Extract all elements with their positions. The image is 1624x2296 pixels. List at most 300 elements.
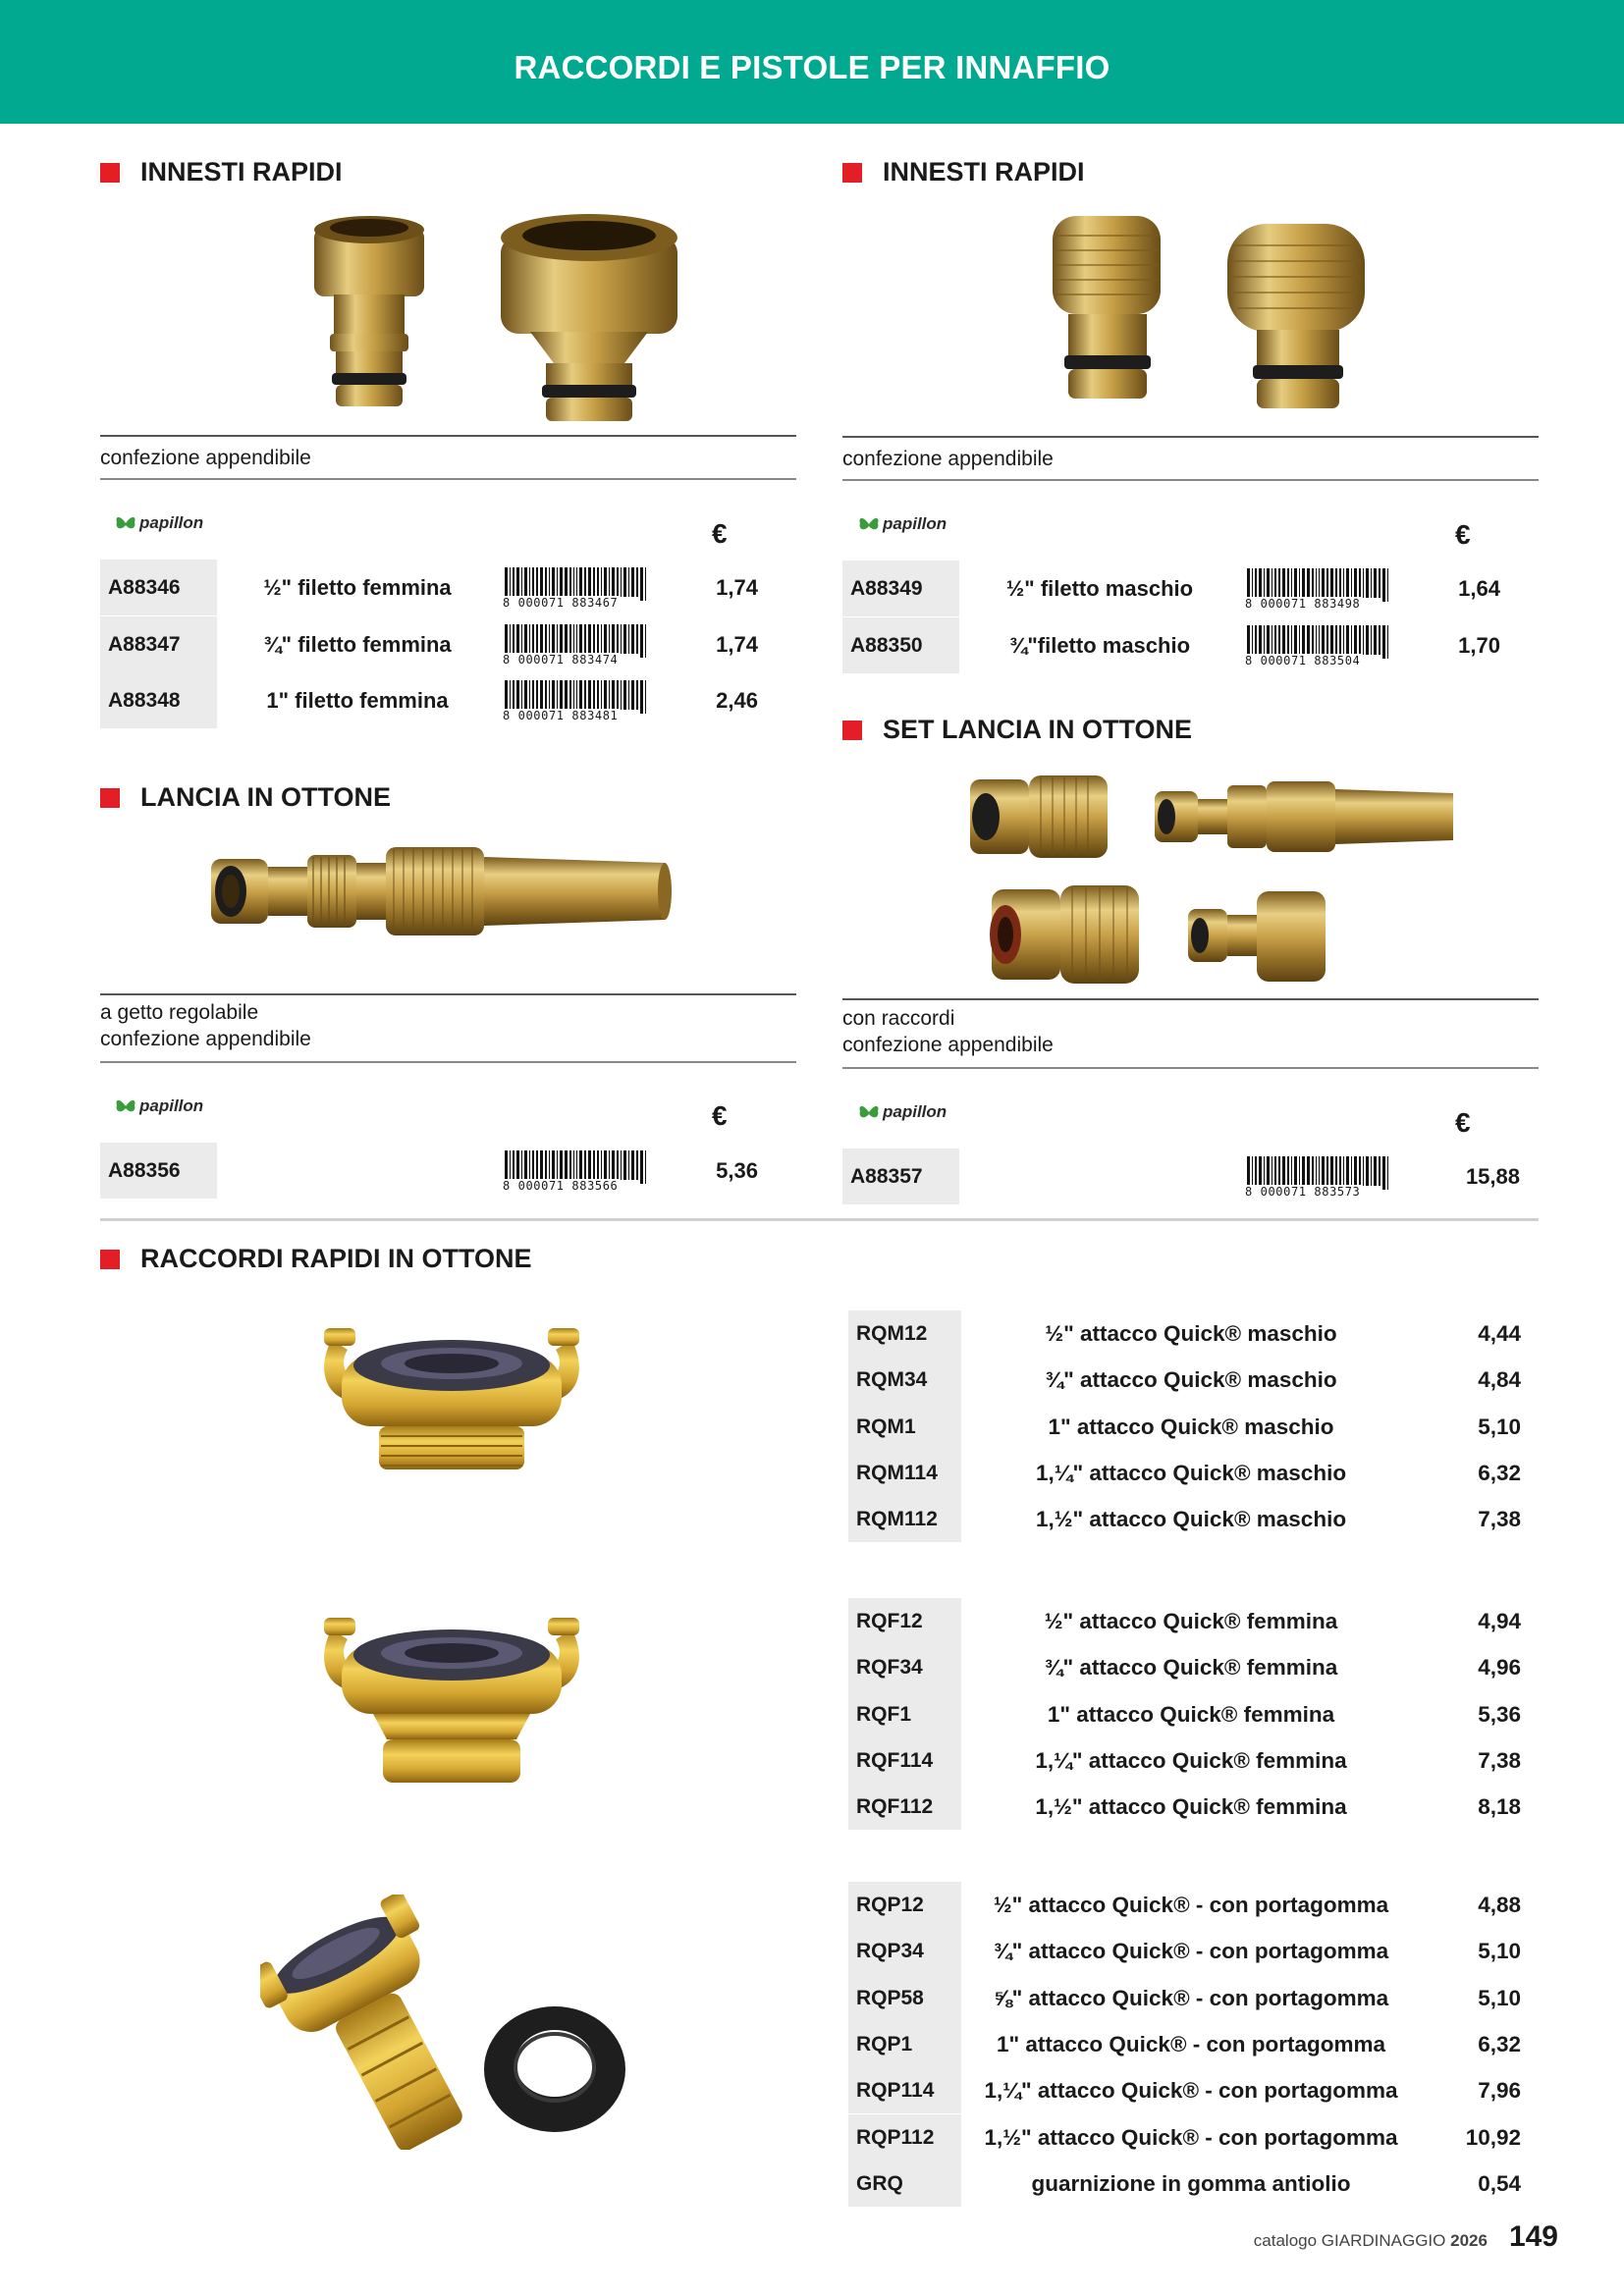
- red-square-icon: [100, 163, 120, 183]
- barcode-bar: [1339, 1156, 1340, 1186]
- barcode-bar: [623, 1150, 626, 1180]
- barcode-bar: [1291, 1156, 1292, 1186]
- barcode-bar: [552, 624, 555, 654]
- barcode-bar: [529, 567, 530, 597]
- product-description: ¾" filetto femmina: [263, 631, 452, 657]
- rule: [842, 998, 1539, 1000]
- product-row: [100, 616, 787, 672]
- barcode-bar: [612, 1150, 615, 1180]
- product-row: [848, 1784, 1529, 1830]
- product-code: RQF12: [848, 1598, 961, 1644]
- product-code: RQF112: [848, 1784, 961, 1830]
- barcode-bar: [601, 624, 602, 654]
- product-code: RQP34: [848, 1928, 961, 1974]
- butterfly-icon: [115, 513, 136, 533]
- barcode-bar: [1351, 568, 1352, 598]
- product-price: 4,44: [1478, 1321, 1521, 1346]
- barcode-bar: [1294, 625, 1297, 655]
- rule: [842, 479, 1539, 481]
- barcode-bar: [1374, 1156, 1377, 1186]
- barcode-bar: [557, 1150, 558, 1180]
- papillon-logo: papillon: [115, 1096, 203, 1116]
- product-price: 5,36: [716, 1158, 758, 1183]
- barcode-bar: [516, 680, 519, 710]
- barcode-bar: [1387, 625, 1388, 659]
- raccordo-portagomma-photo: [260, 1895, 633, 2150]
- barcode-bar: [631, 624, 634, 654]
- barcode-bar: [1282, 625, 1285, 655]
- barcode-bar: [569, 1150, 570, 1180]
- product-price: 5,10: [1478, 1939, 1521, 1964]
- barcode-bar: [584, 680, 585, 710]
- barcode-bar: [1382, 1156, 1385, 1190]
- product-row: [848, 1882, 1529, 1928]
- currency-symbol: €: [712, 1100, 728, 1131]
- product-description: ⅝" attacco Quick® - con portagomma: [993, 1985, 1389, 2010]
- barcode-bar: [1382, 625, 1385, 659]
- barcode-bar: [1259, 1156, 1262, 1186]
- barcode-bar: [565, 567, 568, 597]
- barcode-bar: [1335, 625, 1338, 655]
- product-row: [848, 1404, 1529, 1450]
- barcode-bar: [621, 567, 622, 597]
- barcode-bar: [1339, 568, 1340, 598]
- barcode-bar: [529, 680, 530, 710]
- barcode-bar: [1278, 625, 1281, 655]
- barcode-bar: [1359, 1156, 1360, 1186]
- barcode-bar: [1363, 625, 1364, 655]
- product-row: [100, 672, 787, 728]
- barcode-bar: [560, 1150, 563, 1180]
- barcode-bar: [593, 624, 596, 654]
- barcode-bar: [1264, 1156, 1265, 1186]
- product-price: 15,88: [1465, 1164, 1520, 1189]
- product-description: 1,½" attacco Quick® femmina: [1035, 1794, 1347, 1820]
- product-price: 4,96: [1478, 1655, 1521, 1681]
- barcode-bar: [588, 1150, 591, 1180]
- barcode-bar: [609, 680, 610, 710]
- barcode-bar: [604, 567, 607, 597]
- barcode-bar: [1299, 568, 1300, 598]
- product-row: [848, 2067, 1529, 2113]
- barcode-bar: [1326, 1156, 1327, 1186]
- barcode-bar: [628, 567, 629, 597]
- set-lancia-photo: [962, 766, 1463, 991]
- barcode-bar: [584, 624, 585, 654]
- barcode-bar: [545, 1150, 546, 1180]
- product-price: 1,74: [716, 631, 758, 657]
- barcode-bar: [1379, 1156, 1380, 1186]
- butterfly-icon: [858, 514, 880, 534]
- innesti-femmina-photo: [295, 206, 756, 432]
- barcode-bar: [1287, 625, 1288, 655]
- barcode-bar: [516, 624, 519, 654]
- product-description: ½" attacco Quick® maschio: [1045, 1321, 1337, 1346]
- barcode-bar: [513, 624, 514, 654]
- barcode-bar: [569, 567, 570, 597]
- page-title: RACCORDI E PISTOLE PER INNAFFIO: [514, 49, 1110, 85]
- barcode-bar: [1371, 1156, 1372, 1186]
- barcode-bar: [1302, 1156, 1305, 1186]
- barcode-bar: [621, 1150, 622, 1180]
- product-row: [842, 561, 1530, 616]
- barcode-bar: [1374, 625, 1377, 655]
- product-code: A88350: [842, 617, 959, 673]
- barcode-bars: [505, 624, 648, 656]
- barcode-bar: [623, 624, 626, 654]
- barcode-bar: [545, 680, 546, 710]
- product-price: 2,46: [716, 688, 758, 713]
- barcode-bar: [540, 680, 543, 710]
- product-row: [842, 617, 1530, 673]
- page-number: 149: [1508, 2220, 1558, 2253]
- barcode-bar: [569, 624, 570, 654]
- barcode-bar: [612, 680, 615, 710]
- barcode: 8 000071 883474: [501, 624, 648, 664]
- barcode-bar: [1307, 568, 1310, 598]
- product-code: GRQ: [848, 2161, 961, 2207]
- catalog-name: catalogo GIARDINAGGIO 2026: [1253, 2231, 1488, 2250]
- papillon-logo: papillon: [115, 513, 203, 533]
- barcode-bar: [588, 680, 591, 710]
- barcode-bar: [1278, 1156, 1281, 1186]
- barcode-bar: [1330, 1156, 1333, 1186]
- barcode-bar: [1359, 568, 1360, 598]
- barcode-bar: [516, 567, 519, 597]
- product-code: RQF34: [848, 1644, 961, 1690]
- product-row: [848, 1928, 1529, 1974]
- barcode-bar: [1387, 1156, 1388, 1190]
- barcode-bar: [1312, 568, 1313, 598]
- product-row: [848, 1691, 1529, 1737]
- product-description: 1,½" attacco Quick® - con portagomma: [984, 2124, 1398, 2150]
- product-code: A88347: [100, 616, 217, 672]
- red-square-icon: [842, 163, 862, 183]
- product-description: 1" attacco Quick® - con portagomma: [996, 2031, 1386, 2056]
- barcode-bar: [1330, 625, 1333, 655]
- product-description: 1,½" attacco Quick® maschio: [1035, 1507, 1347, 1532]
- barcode-bar: [621, 680, 622, 710]
- barcode-bar: [560, 567, 563, 597]
- product-row: [848, 1310, 1529, 1357]
- note-innesti-left: confezione appendibile: [100, 447, 311, 469]
- barcode-bars: [505, 1150, 648, 1182]
- barcode-bar: [565, 624, 568, 654]
- papillon-logo: papillon: [858, 1102, 947, 1122]
- barcode-bar: [1322, 1156, 1325, 1186]
- barcode: 8 000071 883498: [1243, 568, 1390, 608]
- barcode-bar: [569, 680, 570, 710]
- barcode-bar: [640, 567, 643, 601]
- barcode-bar: [1274, 568, 1275, 598]
- barcode-bar: [1267, 1156, 1270, 1186]
- barcode: 8 000071 883504: [1243, 625, 1390, 665]
- barcode-bar: [593, 680, 596, 710]
- barcode-bar: [545, 567, 546, 597]
- barcode-bar: [1343, 1156, 1344, 1186]
- barcode-bar: [593, 567, 596, 597]
- product-description: 1,¼" attacco Quick® - con portagomma: [984, 2078, 1398, 2104]
- barcode-bar: [529, 624, 530, 654]
- innesti-maschio-photo: [1041, 206, 1375, 432]
- barcode-bar: [1343, 568, 1344, 598]
- barcode-bar: [1322, 568, 1325, 598]
- barcode-bar: [545, 624, 546, 654]
- barcode-bar: [645, 624, 646, 658]
- barcode-bar: [540, 1150, 543, 1180]
- barcode-bar: [536, 567, 539, 597]
- barcode: 8 000071 883467: [501, 567, 648, 607]
- barcode-bar: [1363, 568, 1364, 598]
- barcode-bar: [588, 567, 591, 597]
- barcode-bar: [1267, 625, 1270, 655]
- product-code: RQM112: [848, 1496, 961, 1542]
- barcode-bar: [524, 567, 527, 597]
- page-header: [0, 0, 1624, 124]
- barcode-bar: [1264, 568, 1265, 598]
- barcode-bar: [1371, 625, 1372, 655]
- product-row-lancia: [100, 1143, 787, 1199]
- product-description: ¾"filetto maschio: [1008, 632, 1191, 658]
- barcode-bar: [1346, 625, 1349, 655]
- product-code: A88348: [100, 672, 217, 728]
- barcode-bar: [1307, 625, 1310, 655]
- section-title-lancia: LANCIA IN OTTONE: [100, 782, 391, 813]
- barcode-bar: [557, 567, 558, 597]
- barcode-bar: [521, 567, 522, 597]
- barcode-bar: [1354, 568, 1357, 598]
- product-description: 1" attacco Quick® femmina: [1047, 1701, 1335, 1727]
- barcode-bar: [1339, 625, 1340, 655]
- product-description: 1,¼" attacco Quick® maschio: [1035, 1460, 1347, 1485]
- barcode-bar: [516, 1150, 519, 1180]
- product-price: 0,54: [1478, 2170, 1521, 2196]
- barcode-bar: [628, 1150, 629, 1180]
- barcode: 8 000071 883566: [501, 1150, 648, 1190]
- product-description: ½" filetto maschio: [1005, 576, 1194, 601]
- product-code: RQP58: [848, 1975, 961, 2021]
- rule: [100, 993, 796, 995]
- barcode-bar: [612, 624, 615, 654]
- barcode-bar: [1259, 625, 1262, 655]
- barcode-bar: [536, 680, 539, 710]
- section-title-innesti-left: INNESTI RAPIDI: [100, 157, 343, 187]
- product-row-set-lancia: [842, 1148, 1530, 1204]
- barcode-bar: [628, 680, 629, 710]
- product-row: [100, 560, 787, 615]
- barcode-bar: [1379, 625, 1380, 655]
- currency-symbol: €: [1455, 1107, 1471, 1138]
- barcode-bar: [645, 1150, 646, 1184]
- product-row: [848, 1450, 1529, 1496]
- barcode-bar: [1335, 568, 1338, 598]
- product-description: 1" attacco Quick® maschio: [1048, 1414, 1334, 1439]
- product-price: 6,32: [1478, 1460, 1521, 1485]
- section-title-set-lancia: SET LANCIA IN OTTONE: [842, 715, 1192, 745]
- barcode-bar: [617, 1150, 618, 1180]
- barcode-bar: [549, 624, 550, 654]
- barcode-bar: [597, 567, 598, 597]
- section-divider: [100, 1218, 1539, 1221]
- section-title-innesti-right: INNESTI RAPIDI: [842, 157, 1085, 187]
- barcode-bar: [621, 624, 622, 654]
- barcode-bar: [532, 680, 533, 710]
- barcode-bar: [1335, 1156, 1338, 1186]
- barcode-bar: [604, 624, 607, 654]
- barcode-bar: [609, 567, 610, 597]
- barcode-bar: [1351, 625, 1352, 655]
- barcode-bar: [565, 680, 568, 710]
- product-code: RQM34: [848, 1357, 961, 1403]
- barcode-bar: [1354, 1156, 1357, 1186]
- barcode-bar: [597, 624, 598, 654]
- product-code: RQM12: [848, 1310, 961, 1357]
- barcode-bar: [532, 1150, 533, 1180]
- barcode-bar: [1255, 625, 1256, 655]
- product-description: ½" filetto femmina: [263, 575, 452, 600]
- barcode-bars: [1247, 1156, 1390, 1188]
- barcode-bar: [1330, 568, 1333, 598]
- barcode-bar: [552, 567, 555, 597]
- barcode-bar: [579, 680, 582, 710]
- currency-symbol: €: [712, 518, 728, 549]
- product-code: RQP12: [848, 1882, 961, 1928]
- barcode-bar: [609, 1150, 610, 1180]
- barcode-bar: [513, 567, 514, 597]
- barcode-bar: [1387, 568, 1388, 602]
- barcode-bar: [536, 624, 539, 654]
- barcode-bar: [1307, 1156, 1310, 1186]
- barcode-bar: [521, 1150, 522, 1180]
- product-description: ¾" attacco Quick® femmina: [1044, 1655, 1338, 1681]
- barcode-bar: [1379, 568, 1380, 598]
- barcode-bar: [636, 624, 637, 654]
- barcode-bar: [1312, 625, 1313, 655]
- barcode-bar: [1351, 1156, 1352, 1186]
- barcode-bar: [1259, 568, 1262, 598]
- rule: [842, 436, 1539, 438]
- barcode-bar: [645, 567, 646, 601]
- barcode-bars: [505, 680, 648, 712]
- barcode-bar: [1302, 568, 1305, 598]
- product-code: A88357: [842, 1148, 959, 1204]
- barcode-bar: [1371, 568, 1372, 598]
- barcode-bar: [631, 567, 634, 597]
- barcode-bar: [1346, 1156, 1349, 1186]
- barcode-bar: [604, 680, 607, 710]
- product-price: 4,94: [1478, 1609, 1521, 1633]
- barcode-bar: [536, 1150, 539, 1180]
- barcode-bar: [1267, 568, 1270, 598]
- barcode-bar: [617, 624, 618, 654]
- lancia-photo: [211, 829, 673, 962]
- barcode-bar: [1299, 1156, 1300, 1186]
- barcode-bar: [540, 567, 543, 597]
- red-square-icon: [100, 788, 120, 808]
- barcode-bar: [549, 567, 550, 597]
- barcode-bar: [552, 680, 555, 710]
- barcode-bar: [1354, 625, 1357, 655]
- barcode-bars: [1247, 568, 1390, 600]
- barcode-bar: [584, 1150, 585, 1180]
- product-price: 5,10: [1478, 1414, 1521, 1439]
- product-price: 8,18: [1478, 1794, 1521, 1820]
- barcode-bar: [640, 1150, 643, 1184]
- product-price: 5,10: [1478, 1985, 1521, 2010]
- product-price: 1,64: [1458, 576, 1500, 601]
- barcode-bar: [1274, 625, 1275, 655]
- barcode-bar: [1366, 1156, 1369, 1186]
- barcode-bar: [645, 680, 646, 714]
- product-code: RQF1: [848, 1691, 961, 1737]
- barcode-bar: [609, 624, 610, 654]
- barcode-bar: [601, 567, 602, 597]
- barcode-bar: [1374, 568, 1377, 598]
- barcode-bar: [579, 1150, 582, 1180]
- barcode-bar: [532, 624, 533, 654]
- barcode-bar: [1291, 625, 1292, 655]
- product-code: RQP112: [848, 2114, 961, 2161]
- barcode-bar: [549, 680, 550, 710]
- barcode-bar: [560, 624, 563, 654]
- product-row: [848, 1598, 1529, 1644]
- barcode-bar: [524, 680, 527, 710]
- barcode-bar: [1302, 625, 1305, 655]
- barcode-bar: [1322, 625, 1325, 655]
- product-price: 1,70: [1458, 632, 1500, 658]
- barcode-bar: [1282, 1156, 1285, 1186]
- barcode-bars: [505, 567, 648, 599]
- barcode-bar: [601, 1150, 602, 1180]
- product-code: RQF114: [848, 1737, 961, 1784]
- barcode-bar: [640, 624, 643, 658]
- product-row: [848, 2114, 1529, 2161]
- barcode-bar: [1278, 568, 1281, 598]
- barcode-bar: [1282, 568, 1285, 598]
- product-price: 5,36: [1478, 1701, 1521, 1727]
- barcode-bar: [617, 680, 618, 710]
- barcode-bar: [597, 680, 598, 710]
- barcode-bar: [1359, 625, 1360, 655]
- barcode-bar: [1264, 625, 1265, 655]
- product-code: RQP114: [848, 2067, 961, 2113]
- barcode-bar: [579, 567, 582, 597]
- papillon-logo: papillon: [858, 514, 947, 534]
- barcode-bar: [1382, 568, 1385, 602]
- barcode-bar: [597, 1150, 598, 1180]
- barcode-bar: [640, 680, 643, 714]
- barcode-bar: [1299, 625, 1300, 655]
- barcode-bar: [604, 1150, 607, 1180]
- barcode-bar: [623, 567, 626, 597]
- barcode-bar: [593, 1150, 596, 1180]
- product-row: [848, 1357, 1529, 1403]
- product-code: A88346: [100, 560, 217, 615]
- barcode-bar: [1312, 1156, 1313, 1186]
- barcode-bar: [1287, 1156, 1288, 1186]
- rule: [100, 478, 796, 480]
- note-innesti-right: confezione appendibile: [842, 448, 1054, 470]
- product-description: ¾" attacco Quick® maschio: [1045, 1367, 1337, 1393]
- product-row: [848, 2021, 1529, 2067]
- raccordo-femmina-photo: [314, 1610, 589, 1796]
- product-row: [848, 1644, 1529, 1690]
- barcode-bar: [521, 624, 522, 654]
- barcode-bar: [588, 624, 591, 654]
- barcode-bar: [1363, 1156, 1364, 1186]
- section-title-raccordi: RACCORDI RAPIDI IN OTTONE: [100, 1244, 532, 1274]
- barcode-bar: [579, 624, 582, 654]
